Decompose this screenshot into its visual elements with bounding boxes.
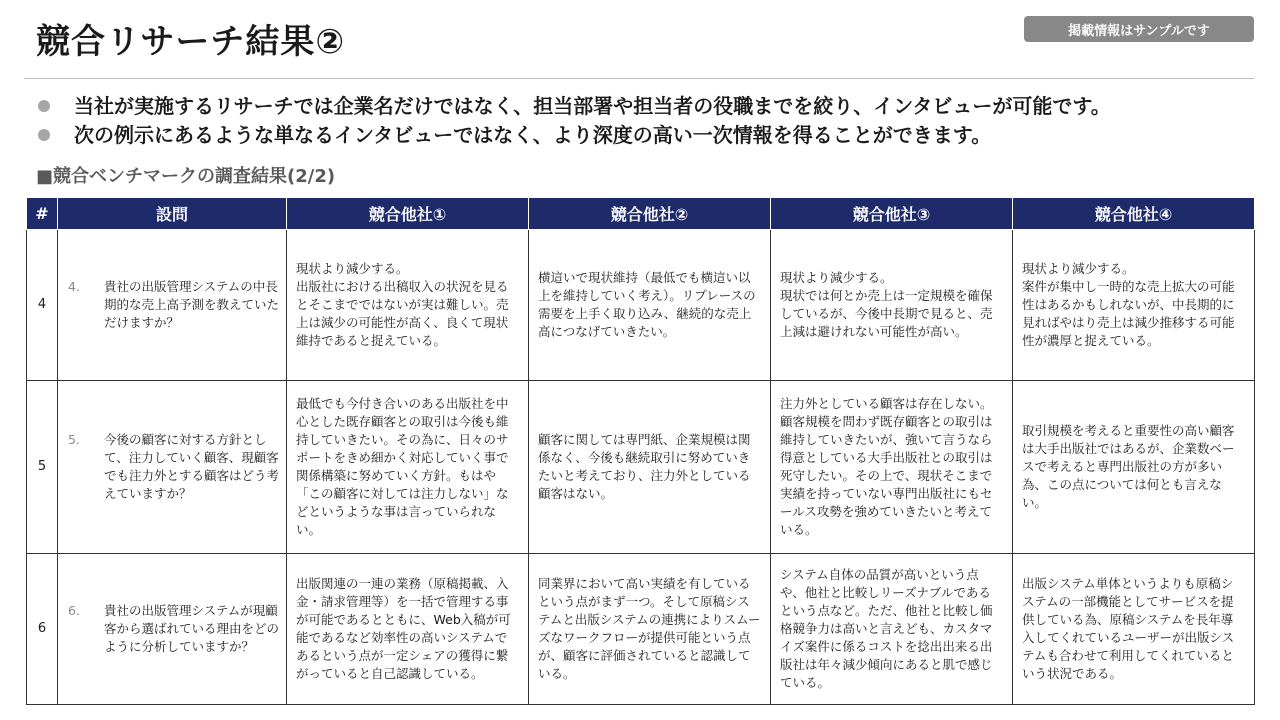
answer-competitor-4: 現状より減少する。 案件が集中し一時的な売上拡大の可能性はあるかもしれないが、中長期的に見ればやはり売上は減少推移する可能性が濃厚と捉えている。 (1013, 230, 1255, 381)
answer-competitor-2: 横這いで現状維持（最低でも横這い以上を維持していく考え）。リプレースの需要を上手く取り込み、継続的な売上高につなげていきたい。 (529, 230, 771, 381)
answer-competitor-3: 注力外としている顧客は存在しない。顧客規模を問わず既存顧客との取引は維持していきたいが、強いて言うなら得意としている大手出版社との取引は死守したい。その上で、現状そこまで実績を持っていない専門出版社にもセールス攻勢を強めていきたいと考えている。 (771, 381, 1013, 554)
answer-competitor-4: 取引規模を考えると重要性の高い顧客は大手出版社ではあるが、企業数ベースで考えると専門出版社の方が多い為、この点については何とも言えない。 (1013, 381, 1255, 554)
answer-competitor-4: 出版システム単体というよりも原稿システムの一部機能としてサービスを提供している為、原稿システムを長年導入してくれているユーザーが出版システムも合わせて利用してくれているという状況である。 (1013, 554, 1255, 705)
sample-badge: 掲載情報はサンプルです (1024, 16, 1254, 42)
answer-competitor-1: 最低でも今付き合いのある出版社を中心とした既存顧客との取引は今後も維持していきたい。その為に、日々のサポートをきめ細かく対応していく事で関係構築に努めていく方針。もはや「この顧客に対しては注力しない」などというような事は言っていられない。 (287, 381, 529, 554)
bullet-item (36, 92, 1111, 121)
question-number: 5. (68, 432, 80, 447)
answer-competitor-1: 出版関連の一連の業務（原稿掲載、入金・請求管理等）を一括で管理する事が可能であるとともに、Web入稿が可能であるなど効率性の高いシステムであるという点が一定シェアの獲得に繋がっていると自己認識している。 (287, 554, 529, 705)
bullet-dot-icon (38, 129, 50, 141)
question-cell (58, 230, 287, 381)
row-number: 5 (27, 381, 58, 554)
bullet-text: 当社が実施するリサーチでは企業名だけではなく、担当部署や担当者の役職までを絞り、インタビューが可能です。 (74, 94, 1111, 118)
question-text: 今後の顧客に対する方針として、注力していく顧客、現顧客でも注力外とする顧客はどう考えていますか？ (104, 432, 280, 501)
row-number: 4 (27, 230, 58, 381)
header-question: 設問 (58, 198, 287, 230)
title-divider (24, 78, 1254, 79)
header-competitor-4: 競合他社④ (1013, 198, 1255, 230)
question-number: 4. (68, 279, 80, 294)
bullet-dot-icon (38, 100, 50, 112)
section-subheading: ■競合ベンチマークの調査結果(2/2) (36, 166, 336, 187)
row-number: 6 (27, 554, 58, 705)
question-cell (58, 554, 287, 705)
question-text: 貴社の出版管理システムが現顧客から選ばれている理由をどのように分析していますか？ (104, 603, 280, 654)
question-text: 貴社の出版管理システムの中長期的な売上高予測を教えていただけますか？ (104, 279, 280, 330)
answer-competitor-1: 現状より減少する。 出版社における出稿収入の状況を見るとそこまでではないが実は難しい。売上は減少の可能性が高く、良くて現状維持であると捉えている。 (287, 230, 529, 381)
answer-competitor-3: システム自体の品質が高いという点や、他社と比較しリーズナブルであるという点など。ただ、他社と比較し価格競争力は高いと言えども、カスタマイズ案件に係るコストを捻出出来る出版社は年々減少傾向にあると肌で感じている。 (771, 554, 1013, 705)
table-row (27, 554, 1255, 705)
answer-competitor-2: 顧客に関しては専門紙、企業規模は関係なく、今後も継続取引に努めていきたいと考えており、注力外としている顧客はない。 (529, 381, 771, 554)
table-row (27, 381, 1255, 554)
benchmark-table (26, 197, 1255, 705)
question-cell (58, 381, 287, 554)
header-number: # (27, 198, 58, 230)
table-row (27, 230, 1255, 381)
header-competitor-2: 競合他社② (529, 198, 771, 230)
header-competitor-3: 競合他社③ (771, 198, 1013, 230)
bullet-list (36, 92, 1111, 150)
page-title: 競合リサーチ結果② (36, 22, 346, 62)
header-competitor-1: 競合他社① (287, 198, 529, 230)
answer-competitor-3: 現状より減少する。 現状では何とか売上は一定規模を確保しているが、今後中長期で見ると、売上減は避けれない可能性が高い。 (771, 230, 1013, 381)
answer-competitor-2: 同業界において高い実績を有しているという点がまず一つ。そして原稿システムと出版システムの連携によりスムーズなワークフローが提供可能という点が、顧客に評価されていると認識している。 (529, 554, 771, 705)
bullet-item (36, 121, 1111, 150)
bullet-text: 次の例示にあるような単なるインタビューではなく、より深度の高い一次情報を得ることができます。 (74, 123, 992, 147)
table-header-row (27, 198, 1255, 230)
question-number: 6. (68, 603, 80, 618)
